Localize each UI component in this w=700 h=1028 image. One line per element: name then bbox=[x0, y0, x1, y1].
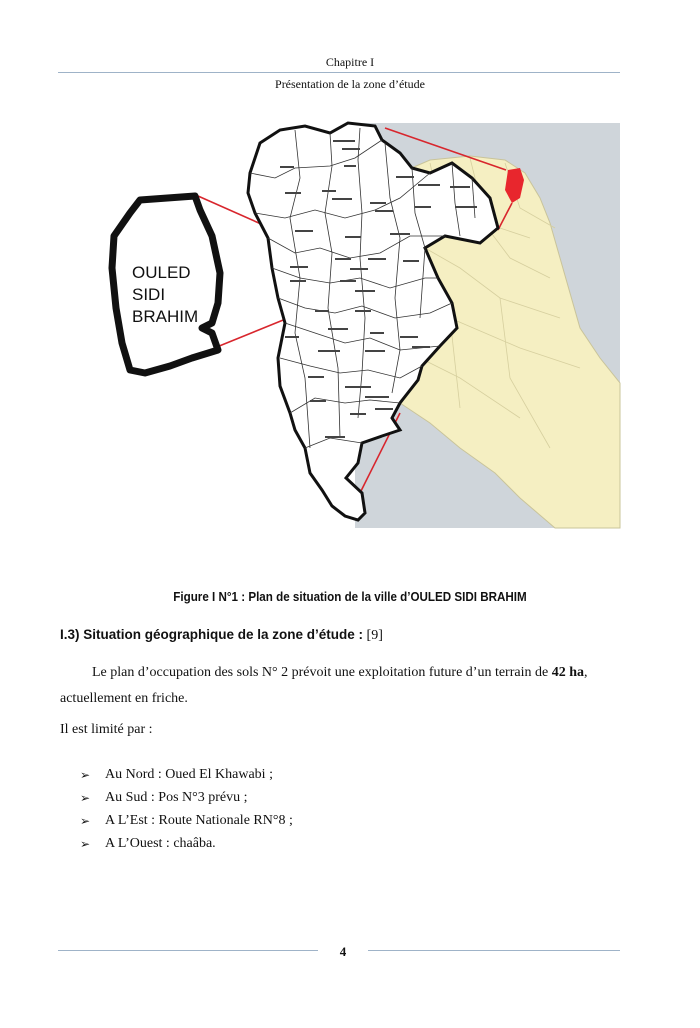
inset-label-line-2: SIDI bbox=[132, 285, 166, 304]
paragraph-line-1 bbox=[60, 660, 620, 686]
arrow-bullet-icon: ➢ bbox=[80, 790, 91, 805]
arrow-bullet-icon: ➢ bbox=[80, 767, 91, 782]
section-reference: [9] bbox=[363, 628, 383, 643]
list-item bbox=[80, 763, 293, 786]
list-item-text: A L’Est : Route Nationale RN°8 ; bbox=[105, 812, 293, 828]
chapter-subtitle: Présentation de la zone d’étude bbox=[275, 77, 425, 91]
limits-list bbox=[80, 763, 293, 855]
intro-paragraph bbox=[60, 660, 620, 712]
list-item-text: Au Sud : Pos N°3 prévu ; bbox=[105, 789, 248, 805]
section-heading bbox=[60, 627, 383, 644]
section-title: I.3) Situation géographique de la zone d’étude : bbox=[60, 627, 364, 642]
limits-intro: Il est limité par : bbox=[60, 722, 153, 737]
list-item bbox=[80, 786, 293, 809]
inset-label-line-1: OULED bbox=[132, 263, 191, 282]
paragraph-line-2: actuellement en friche. bbox=[60, 691, 188, 706]
figure-caption: Figure I N°1 : Plan de situation de la ville d’OULED SIDI BRAHIM bbox=[173, 590, 527, 604]
paragraph-text-before: Le plan d’occupation des sols N° 2 prévoit une exploitation future d’un terrain de bbox=[92, 665, 552, 680]
footer-rule-right bbox=[368, 950, 620, 951]
header-rule bbox=[58, 72, 620, 73]
footer-rule-left bbox=[58, 950, 318, 951]
chapter-header: Chapitre I bbox=[325, 55, 375, 69]
list-item bbox=[80, 809, 293, 832]
paragraph-text-after: , bbox=[584, 665, 588, 680]
inset-label-line-3: BRAHIM bbox=[132, 307, 199, 326]
arrow-bullet-icon: ➢ bbox=[80, 813, 91, 828]
page-number: 4 bbox=[339, 944, 347, 959]
arrow-bullet-icon: ➢ bbox=[80, 836, 91, 851]
list-item bbox=[80, 832, 293, 855]
location-map bbox=[100, 118, 625, 536]
location-map-figure bbox=[100, 118, 625, 536]
list-item-text: A L’Ouest : chaâba. bbox=[105, 835, 216, 851]
paragraph-area-value: 42 ha bbox=[551, 665, 584, 680]
ouled-sidi-brahim-inset-shape bbox=[112, 196, 220, 373]
list-item-text: Au Nord : Oued El Khawabi ; bbox=[105, 766, 273, 782]
